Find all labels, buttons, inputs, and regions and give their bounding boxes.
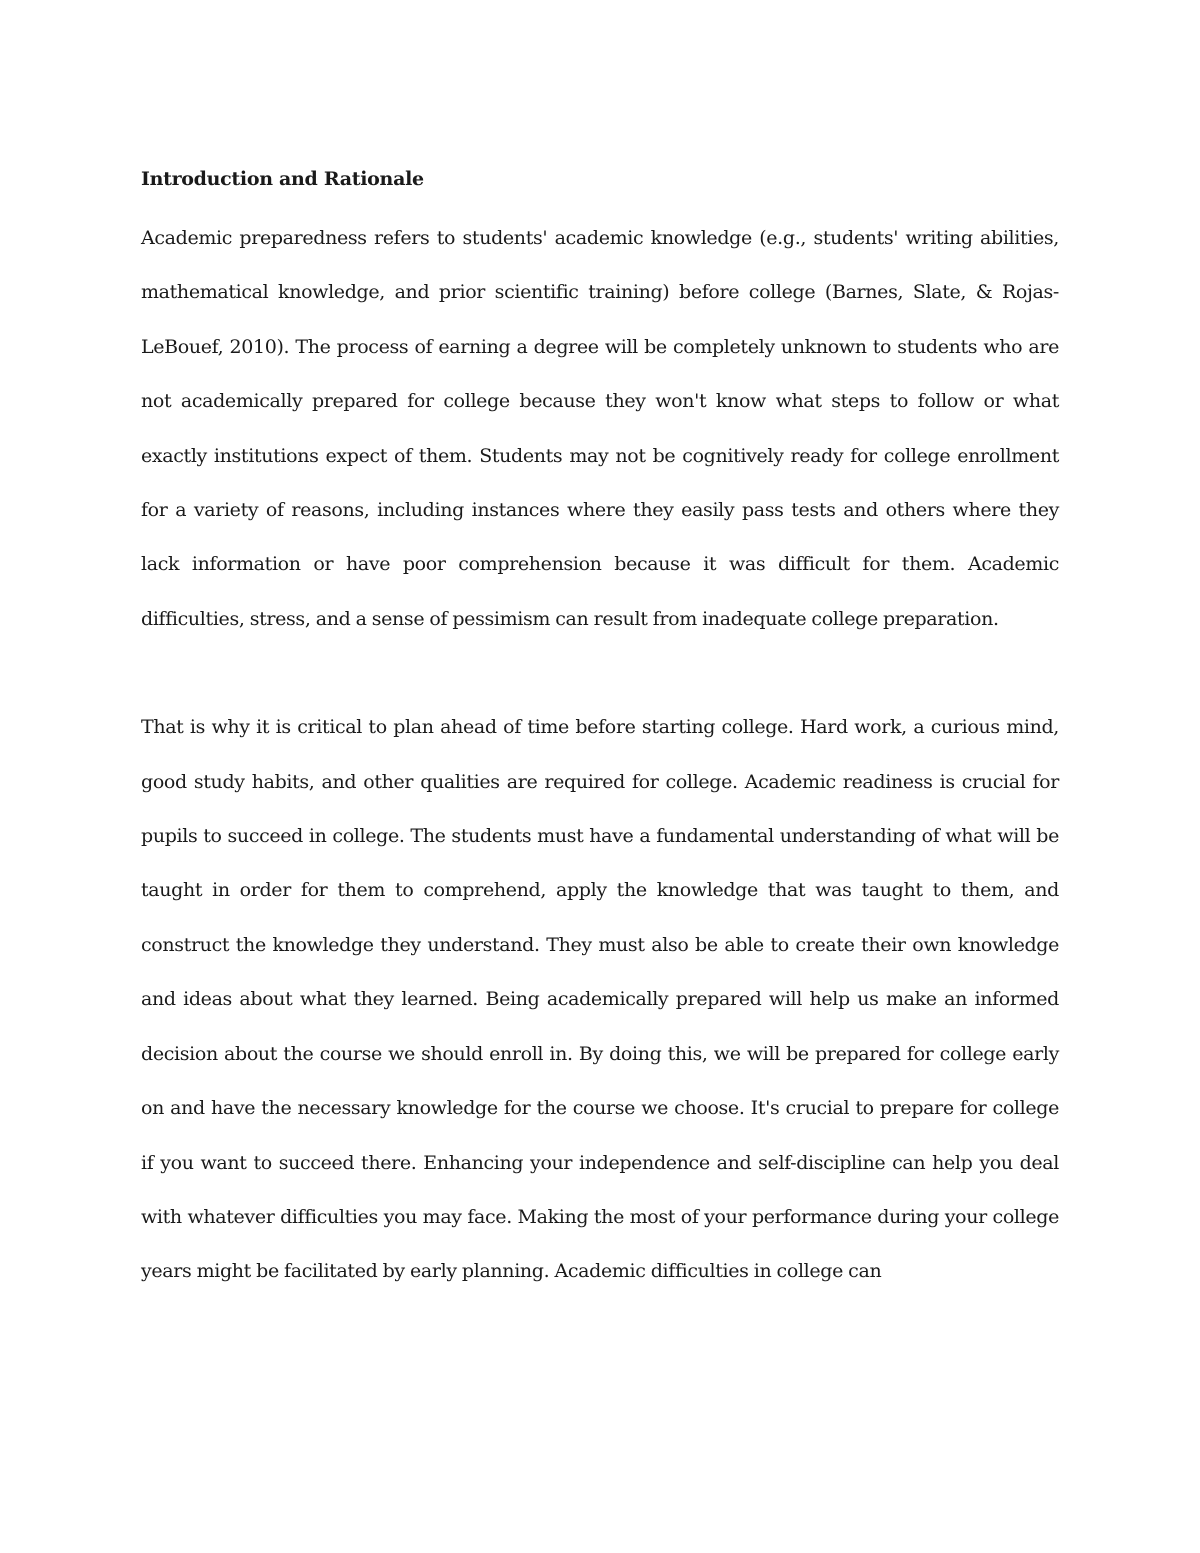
section-heading: Introduction and Rationale [141, 168, 424, 190]
document-body [141, 163, 1059, 1299]
paragraph-1: Academic preparedness refers to students' academic knowledge (e.g., students' writing abilities, mathematical knowledge, and prior scientific training) before college (Barnes, Slate, & Rojas-LeBouef, 2010). The process of earning a degree will be completely unknown to students who are not academically prepared for college because they won't know what steps to follow or what exactly institutions expect of them. Students may not be cognitively ready for college enrollment for a variety of reasons, including instances where they easily pass tests and others where they lack information or have poor comprehension because it was difficult for them. Academic difficulties, stress, and a sense of pessimism can result from inadequate college preparation. [141, 227, 1059, 630]
paragraph-2: That is why it is critical to plan ahead of time before starting college. Hard work, a curious mind, good study habits, and other qualities are required for college. Academic readiness is crucial for pupils to succeed in college. The students must have a fundamental understanding of what will be taught in order for them to comprehend, apply the knowledge that was taught to them, and construct the knowledge they understand. They must also be able to create their own knowledge and ideas about what they learned. Being academically prepared will help us make an informed decision about the course we should enroll in. By doing this, we will be prepared for college early on and have the necessary knowledge for the course we choose. It's crucial to prepare for college if you want to succeed there. Enhancing your independence and self-discipline can help you deal with whatever difficulties you may face. Making the most of your performance during your college years might be facilitated by early planning. Academic difficulties in college can [141, 716, 1059, 1283]
